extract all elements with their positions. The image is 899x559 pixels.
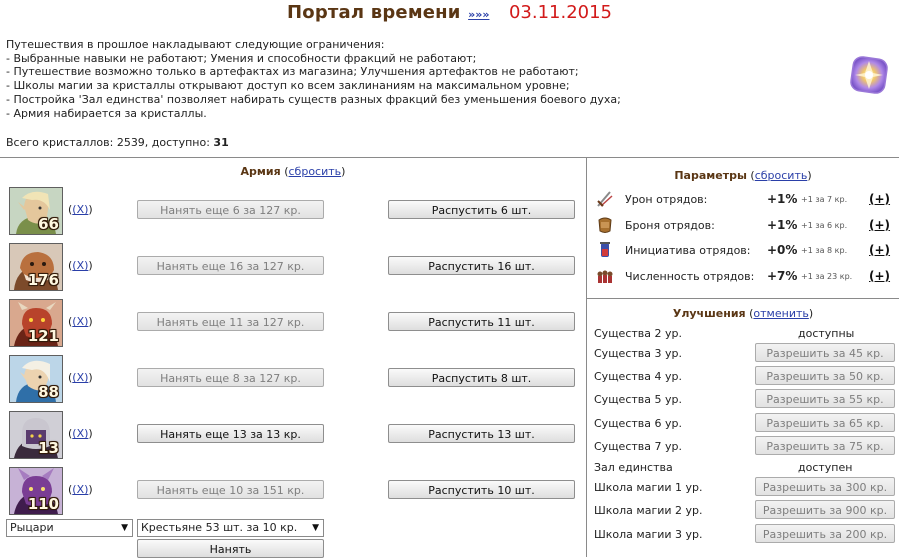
info-line: Путешествия в прошлое накладывают следующие ограничения: (6, 38, 385, 51)
upgrade-row (587, 524, 899, 546)
unit-hire-button[interactable]: Нанять еще 10 за 151 кр. (137, 480, 324, 499)
unit-hire-button[interactable]: Нанять еще 16 за 127 кр. (137, 256, 324, 275)
param-increase-link[interactable]: (+) (869, 269, 891, 283)
army-unit-row: 176 ((X)) Нанять еще 16 за 127 кр. Распустить 16 шт. (0, 243, 586, 293)
upgrade-unlock-button[interactable]: Разрешить за 45 кр. (755, 343, 895, 362)
unit-dismiss-button[interactable]: Распустить 11 шт. (388, 312, 575, 331)
upgrade-row (587, 343, 899, 365)
params-reset-link[interactable]: сбросить (754, 169, 808, 182)
upgrades-cancel-link[interactable]: отменить (753, 307, 809, 320)
army-unit-row: 121 ((X)) Нанять еще 11 за 127 кр. Распустить 11 шт. (0, 299, 586, 349)
troops-count-icon (595, 266, 615, 286)
unit-portrait (9, 411, 63, 459)
param-cost: +1 за 8 кр. (801, 246, 848, 255)
unit-portrait (9, 467, 63, 515)
upgrade-unlock-button[interactable]: Разрешить за 50 кр. (755, 366, 895, 385)
army-unit-row: 88 ((X)) Нанять еще 8 за 127 кр. Распустить 8 шт. (0, 355, 586, 405)
upgrades-panel (587, 298, 899, 557)
unit-dismiss-button[interactable]: Распустить 6 шт. (388, 200, 575, 219)
army-unit-row: 110 ((X)) Нанять еще 10 за 151 кр. Распустить 10 шт. (0, 467, 586, 517)
upgrade-status: доступен (798, 461, 853, 474)
unit-hire-button[interactable]: Нанять еще 8 за 127 кр. (137, 368, 324, 387)
param-label: Численность отрядов: (625, 270, 755, 283)
param-row-damage (587, 189, 899, 209)
crystals-available: 31 (213, 136, 229, 149)
upgrade-label: Существа 2 ур. (594, 327, 682, 340)
param-label: Урон отрядов: (625, 193, 708, 206)
chevron-down-icon: ▼ (312, 523, 319, 533)
unit-count: 66 (38, 215, 59, 233)
info-line: - Путешествие возможно только в артефактах из магазина; Улучшения артефактов не работают; (6, 65, 579, 79)
param-increase-link[interactable]: (+) (869, 243, 891, 257)
unit-dismiss-button[interactable]: Распустить 16 шт. (388, 256, 575, 275)
param-label: Инициатива отрядов: (625, 244, 751, 257)
army-header: Армия (сбросить) (240, 165, 346, 178)
upgrade-unlock-button[interactable]: Разрешить за 65 кр. (755, 413, 895, 432)
upgrade-label: Существа 3 ур. (594, 347, 682, 360)
upgrade-row (587, 323, 899, 345)
upgrade-label: Зал единства (594, 461, 673, 474)
page-title: Портал времени (287, 2, 461, 23)
unit-remove-link[interactable]: (X) (72, 371, 89, 384)
param-cost: +1 за 23 кр. (801, 272, 853, 281)
unit-count: 121 (27, 327, 59, 345)
armor-icon (595, 215, 615, 235)
page-header (0, 2, 899, 28)
crystals-total: Всего кристаллов: 2539, доступно: (6, 136, 214, 149)
portal-crystal-icon (849, 55, 889, 95)
upgrade-unlock-button[interactable]: Разрешить за 900 кр. (755, 500, 895, 519)
upgrade-unlock-button[interactable]: Разрешить за 55 кр. (755, 389, 895, 408)
faction-select[interactable] (6, 519, 133, 537)
unit-count: 88 (38, 383, 59, 401)
upgrades-header: Улучшения (отменить) (672, 307, 814, 320)
unit-portrait (9, 187, 63, 235)
unit-remove-link[interactable]: (X) (72, 259, 89, 272)
faction-select-value: Рыцари (10, 521, 54, 534)
upgrade-row (587, 500, 899, 522)
sword-damage-icon (595, 189, 615, 209)
unit-hire-button[interactable]: Нанять еще 6 за 127 кр. (137, 200, 324, 219)
unit-hire-button[interactable]: Нанять еще 13 за 13 кр. (137, 424, 324, 443)
param-value: +1% (767, 192, 798, 206)
upgrade-row (587, 413, 899, 435)
info-line: - Армия набирается за кристаллы. (6, 106, 207, 120)
army-unit-row: 13 ((X)) Нанять еще 13 за 13 кр. Распустить 13 шт. (0, 411, 586, 461)
info-line: - Выбранные навыки не работают; Умения и способности фракций не работают; (6, 51, 477, 65)
upgrade-label: Существа 5 ур. (594, 393, 682, 406)
unit-remove-link[interactable]: (X) (72, 315, 89, 328)
upgrade-row (587, 457, 899, 479)
upgrade-row (587, 366, 899, 388)
upgrade-label: Существа 4 ур. (594, 370, 682, 383)
unit-dismiss-button[interactable]: Распустить 8 шт. (388, 368, 575, 387)
upgrade-unlock-button[interactable]: Разрешить за 300 кр. (755, 477, 895, 496)
unit-portrait (9, 299, 63, 347)
upgrades-title: Улучшения (672, 307, 746, 320)
creature-select[interactable] (137, 519, 324, 537)
param-cost: +1 за 6 кр. (801, 221, 848, 230)
unit-count: 13 (38, 439, 59, 457)
unit-portrait (9, 355, 63, 403)
info-line: - Постройка 'Зал единства' позволяет набирать существ разных фракций без уменьшения боевого духа; (6, 92, 621, 106)
param-cost: +1 за 7 кр. (801, 195, 848, 204)
info-line: - Школы магии за кристаллы открывают доступ ко всем заклинаниям на максимальном уровне; (6, 79, 570, 93)
upgrade-label: Школа магии 1 ур. (594, 481, 703, 494)
hire-button[interactable]: Нанять (137, 539, 324, 558)
unit-remove-link[interactable]: (X) (72, 203, 89, 216)
param-label: Броня отрядов: (625, 219, 715, 232)
unit-dismiss-button[interactable]: Распустить 10 шт. (388, 480, 575, 499)
unit-hire-button[interactable]: Нанять еще 11 за 127 кр. (137, 312, 324, 331)
creature-select-value: Крестьяне 53 шт. за 10 кр. (141, 521, 298, 534)
restrictions-info (6, 38, 621, 120)
unit-dismiss-button[interactable]: Распустить 13 шт. (388, 424, 575, 443)
page-date: 03.11.2015 (508, 2, 612, 23)
army-reset-link[interactable]: сбросить (288, 165, 342, 178)
initiative-icon (595, 240, 615, 260)
upgrade-row (587, 436, 899, 458)
unit-portrait (9, 243, 63, 291)
param-increase-link[interactable]: (+) (869, 192, 891, 206)
params-title: Параметры (674, 169, 747, 182)
upgrade-label: Существа 7 ур. (594, 440, 682, 453)
param-value: +7% (767, 269, 798, 283)
upgrade-label: Школа магии 2 ур. (594, 504, 703, 517)
unit-remove-link[interactable]: (X) (72, 427, 89, 440)
param-row-armor (587, 215, 899, 235)
army-title: Армия (240, 165, 281, 178)
params-panel (587, 157, 899, 299)
param-row-troops (587, 266, 899, 286)
unit-count: 110 (27, 495, 59, 513)
crystals-summary (6, 136, 229, 149)
unit-remove-link[interactable]: (X) (72, 483, 89, 496)
unit-count: 176 (27, 271, 59, 289)
upgrade-row (587, 389, 899, 411)
param-row-initiative (587, 240, 899, 260)
param-value: +1% (767, 218, 798, 232)
upgrade-row (587, 477, 899, 499)
upgrade-unlock-button[interactable]: Разрешить за 200 кр. (755, 524, 895, 543)
army-panel (0, 157, 587, 557)
upgrade-label: Существа 6 ур. (594, 417, 682, 430)
param-increase-link[interactable]: (+) (869, 218, 891, 232)
army-unit-row: 66 ((X)) Нанять еще 6 за 127 кр. Распустить 6 шт. (0, 187, 586, 237)
upgrade-status: доступны (798, 327, 855, 340)
upgrade-unlock-button[interactable]: Разрешить за 75 кр. (755, 436, 895, 455)
param-value: +0% (767, 243, 798, 257)
upgrade-label: Школа магии 3 ур. (594, 528, 703, 541)
portal-more-link[interactable]: »»» (468, 8, 490, 21)
chevron-down-icon: ▼ (121, 523, 128, 533)
params-header: Параметры (сбросить) (674, 169, 812, 182)
